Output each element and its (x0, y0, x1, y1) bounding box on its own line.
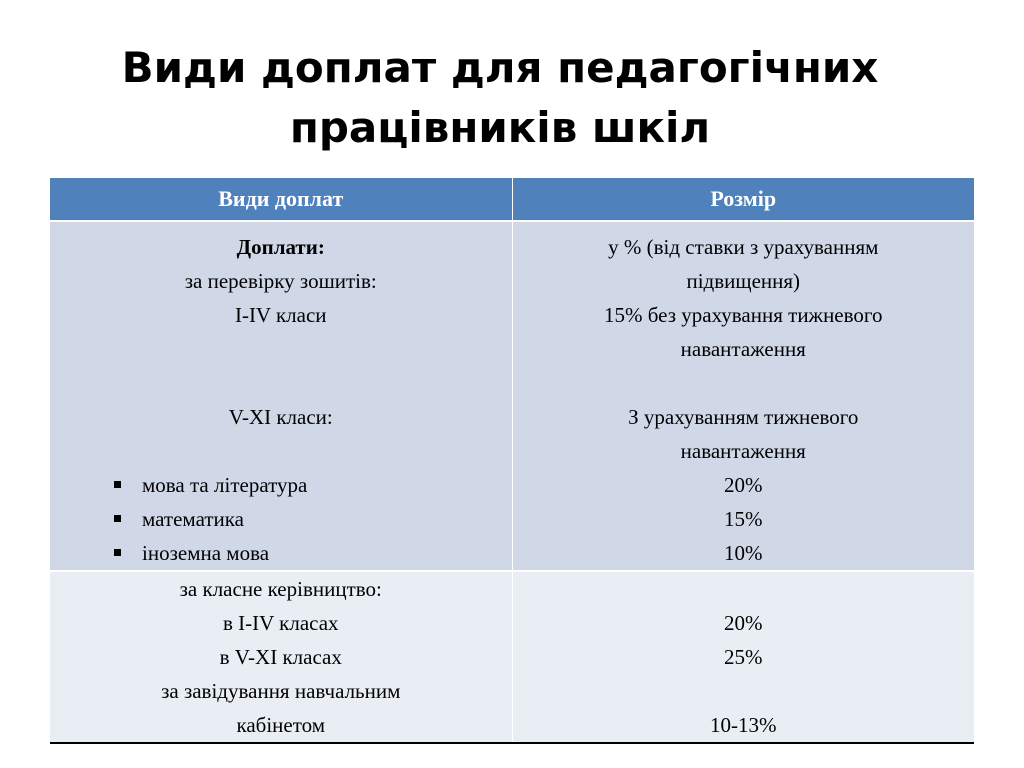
table-row (50, 571, 974, 743)
value-cabinet: 10-13% (710, 713, 777, 737)
class-management-label: за класне керівництво: (179, 577, 382, 601)
no-load-line-1: 15% без урахування тижневого (604, 303, 883, 327)
value-language: 20% (724, 473, 763, 497)
grades-5-11-label: V-ХІ класи: (228, 405, 333, 429)
cabinet-label-line-2: кабінетом (236, 713, 326, 737)
list-item: мова та література (50, 468, 512, 502)
table-cell-size (512, 221, 974, 571)
value-grades-5-11: 25% (724, 645, 763, 669)
with-load-line-1: З урахуванням тижневого (628, 405, 859, 429)
percent-note-line-1: у % (від ставки з урахуванням (608, 235, 879, 259)
in-grades-5-11-label: в V-ХІ класах (219, 645, 342, 669)
list-item: математика (50, 502, 512, 536)
table-cell-types (50, 221, 512, 571)
title-line-2: працівників шкіл (289, 103, 711, 152)
checking-label: за перевірку зошитів: (184, 269, 377, 293)
cabinet-label-line-1: за завідування навчальним (161, 679, 401, 703)
percent-note-line-2: підвищення) (686, 269, 801, 293)
value-grades-1-4: 20% (724, 611, 763, 635)
column-header-size: Розмір (512, 178, 974, 221)
allowances-heading: Доплати: (236, 235, 325, 259)
grades-1-4-label: І-ІV класи (234, 303, 327, 327)
table-cell-size (512, 571, 974, 743)
table-row (50, 221, 974, 571)
no-load-line-2: навантаження (680, 337, 806, 361)
allowances-table (50, 178, 974, 744)
value-math: 15% (724, 507, 763, 531)
table-header-row (50, 178, 974, 221)
column-header-types: Види доплат (50, 178, 512, 221)
with-load-line-2: навантаження (680, 439, 806, 463)
list-item: іноземна мова (50, 536, 512, 570)
page-title (60, 38, 940, 158)
value-foreign-language: 10% (724, 541, 763, 565)
title-line-1: Види доплат для педагогічних (121, 43, 879, 92)
subjects-list (50, 468, 512, 570)
in-grades-1-4-label: в І-ІV класах (222, 611, 339, 635)
table-cell-types (50, 571, 512, 743)
